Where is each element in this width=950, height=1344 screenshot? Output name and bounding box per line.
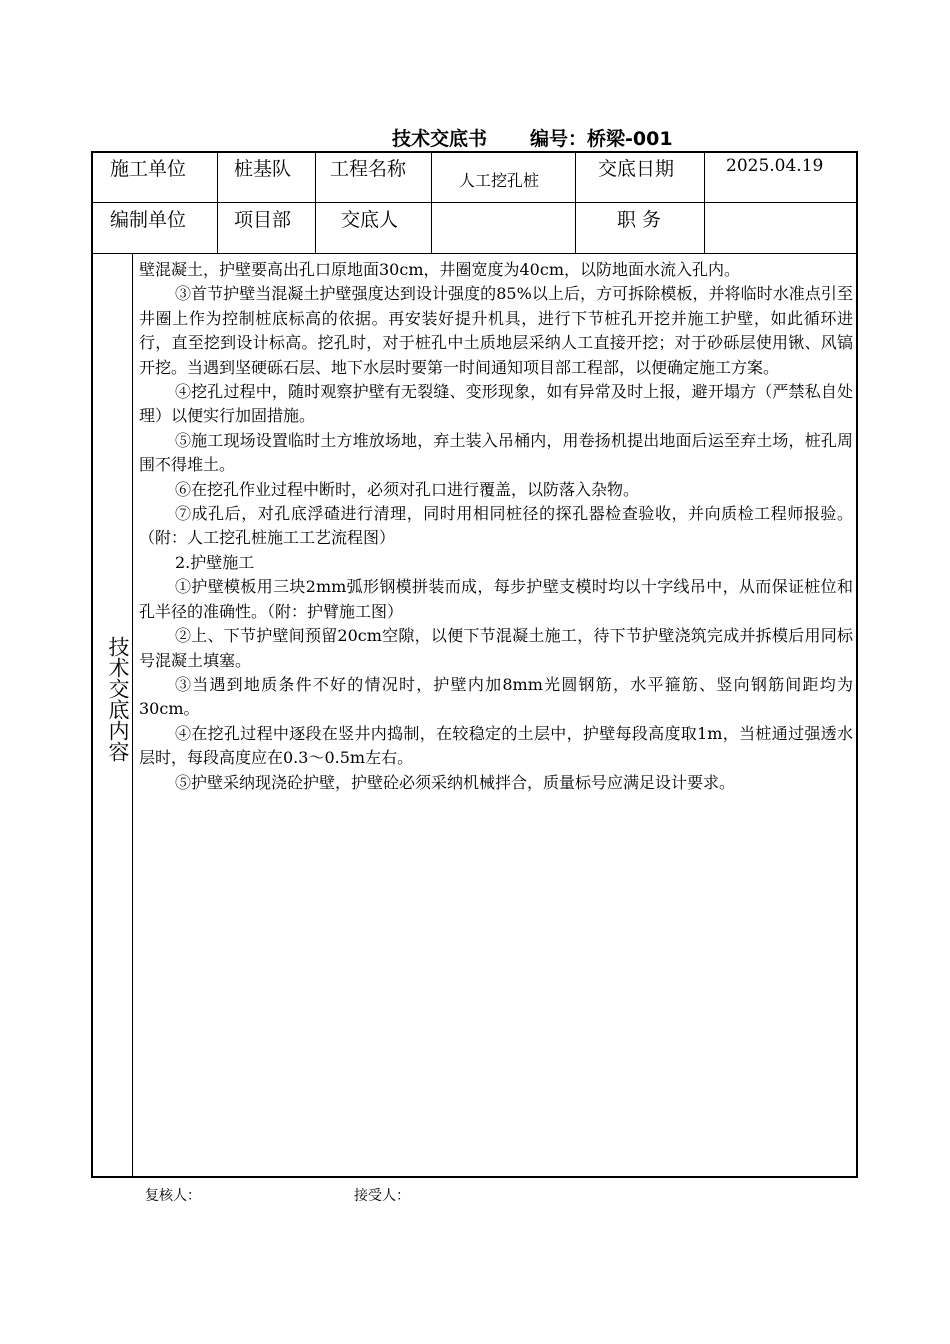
value-handover-date: 2025.04.19 bbox=[726, 156, 824, 176]
content-paragraph: ③首节护壁当混凝土护壁强度达到设计强度的85%以上后，方可拆除模板，并将临时水准点引至井圈上作为控制桩底标高的依据。再安装好提升机具，进行下节桩孔开挖并施工护壁，如此循环进行，直至挖到设计标高。挖孔时，对于桩孔中土质地层采纳人工直接开挖；对于砂砾层使用锹、风镐开挖。当遇到坚硬砾石层、地下水层时要第一时间通知项目部工程部，以便确定施工方案。 bbox=[139, 284, 853, 377]
content-paragraph: ⑦成孔后，对孔底浮碴进行清理，同时用相同桩径的探孔器检查验收，并向质检工程师报验。（附：人工挖孔桩施工工艺流程图） bbox=[139, 504, 853, 548]
label-compiling-unit: 编制单位 bbox=[110, 209, 187, 231]
content-paragraph: ①护壁模板用三块2mm弧形钢模拼装而成，每步护壁支模时均以十字线吊中，从而保证桩位和孔半径的准确性。（附：护臂施工图） bbox=[139, 577, 853, 621]
receiver-label: 接受人： bbox=[354, 1188, 410, 1204]
content-paragraph: ③当遇到地质条件不好的情况时，护壁内加8mm光圆钢筋，水平箍筋、竖向钢筋间距均为30cm。 bbox=[139, 674, 853, 719]
content-paragraph: 壁混凝土，护壁要高出孔口原地面30cm，井圈宽度为40cm，以防地面水流入孔内。 bbox=[139, 260, 740, 279]
content-paragraph: ⑤护壁采纳现浇砼护壁，护壁砼必须采纳机械拌合，质量标号应满足设计要求。 bbox=[175, 772, 736, 792]
value-construction-unit: 桩基队 bbox=[234, 158, 292, 180]
column-divider bbox=[575, 151, 576, 253]
label-handover-person: 交底人 bbox=[341, 209, 399, 231]
document-number: 编号：桥梁-001 bbox=[530, 128, 673, 150]
document-title-bar bbox=[0, 124, 950, 150]
column-divider bbox=[132, 253, 133, 1178]
handover-content bbox=[139, 258, 853, 795]
content-paragraph: ④挖孔过程中，随时观察护壁有无裂缝、变形现象，如有异常及时上报，避开塌方（严禁私自处理）以便实行加固措施。 bbox=[139, 382, 853, 426]
section-label bbox=[95, 636, 131, 762]
content-paragraph: ④在挖孔过程中逐段在竖井内捣制，在较稳定的土层中，护壁每段高度取1m，当桩通过强透水层时，每段高度应在0.3～0.5m左右。 bbox=[139, 723, 853, 768]
content-paragraph: ⑥在挖孔作业过程中断时，必须对孔口进行覆盖，以防落入杂物。 bbox=[175, 479, 640, 499]
value-compiling-unit: 项目部 bbox=[234, 209, 292, 231]
section-label-text: 技术交底内容 bbox=[106, 636, 130, 762]
reviewer-label: 复核人： bbox=[145, 1188, 201, 1204]
row-divider bbox=[91, 253, 858, 254]
label-construction-unit: 施工单位 bbox=[110, 158, 187, 180]
label-project-name: 工程名称 bbox=[330, 158, 407, 180]
value-project-name: 人工挖孔桩 bbox=[459, 171, 540, 190]
row-divider bbox=[91, 202, 858, 203]
content-paragraph: ②上、下节护壁间预留20cm空隙，以便下节混凝土施工，待下节护壁浇筑完成并拆模后用同标号混凝土填塞。 bbox=[139, 626, 853, 670]
column-divider bbox=[217, 151, 218, 253]
content-paragraph: ⑤施工现场设置临时土方堆放场地，弃土装入吊桶内，用卷扬机提出地面后运至弃土场，桩孔周围不得堆土。 bbox=[139, 430, 853, 475]
column-divider bbox=[431, 151, 432, 253]
label-handover-date: 交底日期 bbox=[598, 158, 675, 180]
column-divider bbox=[315, 151, 316, 253]
content-subheading: 2.护壁施工 bbox=[175, 552, 255, 572]
document-title: 技术交底书 bbox=[392, 128, 488, 150]
label-position: 职 务 bbox=[617, 209, 662, 231]
column-divider bbox=[704, 151, 705, 253]
